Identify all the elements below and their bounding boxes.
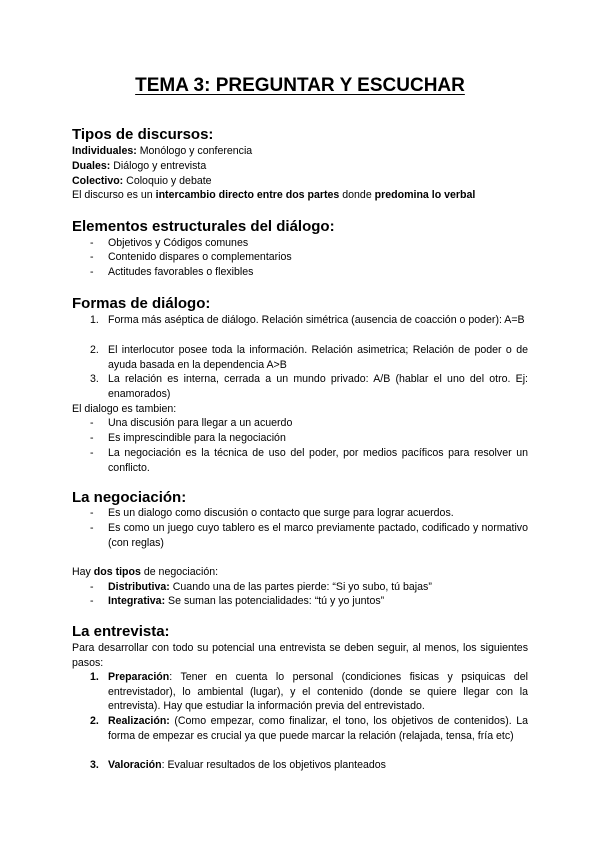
numbered-item: 2. El interlocutor posee toda la información. Relación asimetrica; Relación de poder o de ayuda basada en la dependencia A>B [90, 344, 528, 371]
numbered-item: 3. La relación es interna, cerrada a un mundo privado: A/B (hablar el uno del otro. Ej: enamorados) [90, 373, 528, 400]
line-dos-tipos: Hay dos tipos de negociación: [72, 566, 219, 578]
list-item: - Es como un juego cuyo tablero es el marco previamente pactado, codificado y normativo (con reglas) [90, 522, 528, 549]
list-item: - Una discusión para llegar a un acuerdo [90, 417, 293, 429]
line-individuales: Individuales: Monólogo y conferencia [72, 145, 253, 157]
numbered-item: 1. Forma más aséptica de diálogo. Relación simétrica (ausencia de coacción o poder): A=B [90, 314, 525, 326]
list-item: - Objetivos y Códigos comunes [90, 237, 249, 249]
line-discurso: El discurso es un intercambio directo entre dos partes donde predomina lo verbal [72, 189, 476, 201]
numbered-item-valoracion: 3. Valoración: Evaluar resultados de los objetivos planteados [90, 759, 386, 771]
heading-elementos: Elementos estructurales del diálogo: [72, 218, 335, 235]
numbered-item-preparacion: 1. Preparación: Tener en cuenta lo personal (condiciones fisicas y psiquicas del entrevistador), lo ambiental (lugar), y el contenido (donde se quiere llegar con la entrevista). Hay que estudiar la información previa del entrevistado. [90, 671, 528, 713]
heading-entrevista: La entrevista: [72, 623, 170, 640]
heading-tipos-discursos: Tipos de discursos: [72, 126, 214, 143]
page-title: TEMA 3: PREGUNTAR Y ESCUCHAR [135, 75, 465, 96]
list-item-distributiva: - Distributiva: Cuando una de las partes pierde: “Si yo subo, tú bajas” [90, 581, 432, 593]
list-item: - Es un dialogo como discusión o contacto que surge para lograr acuerdos. [90, 507, 454, 519]
paragraph-entrevista-intro: Para desarrollar con todo su potencial una entrevista se deben seguir, al menos, los siguientes pasos: [72, 642, 528, 669]
line-duales: Duales: Diálogo y entrevista [72, 160, 207, 172]
list-item: - Es imprescindible para la negociación [90, 432, 286, 444]
line-dialogo-tambien: El dialogo es tambien: [72, 403, 177, 415]
numbered-item-realizacion: 2. Realización: (Como empezar, como finalizar, el tono, los objetivos de contenidos). La forma de empezar es crucial ya que puede marcar la relación (relajada, tensa, fría etc) [90, 715, 528, 742]
list-item: - Contenido dispares o complementarios [90, 251, 292, 263]
heading-formas-dialogo: Formas de diálogo: [72, 295, 211, 312]
list-item: - Actitudes favorables o flexibles [90, 266, 254, 278]
line-colectivo: Colectivo: Coloquio y debate [72, 175, 212, 187]
list-item-integrativa: - Integrativa: Se suman las potencialidades: “tú y yo juntos” [90, 595, 385, 607]
heading-negociacion: La negociación: [72, 489, 187, 506]
list-item: - La negociación es la técnica de uso del poder, por medios pacíficos para resolver un conflicto. [90, 447, 528, 474]
